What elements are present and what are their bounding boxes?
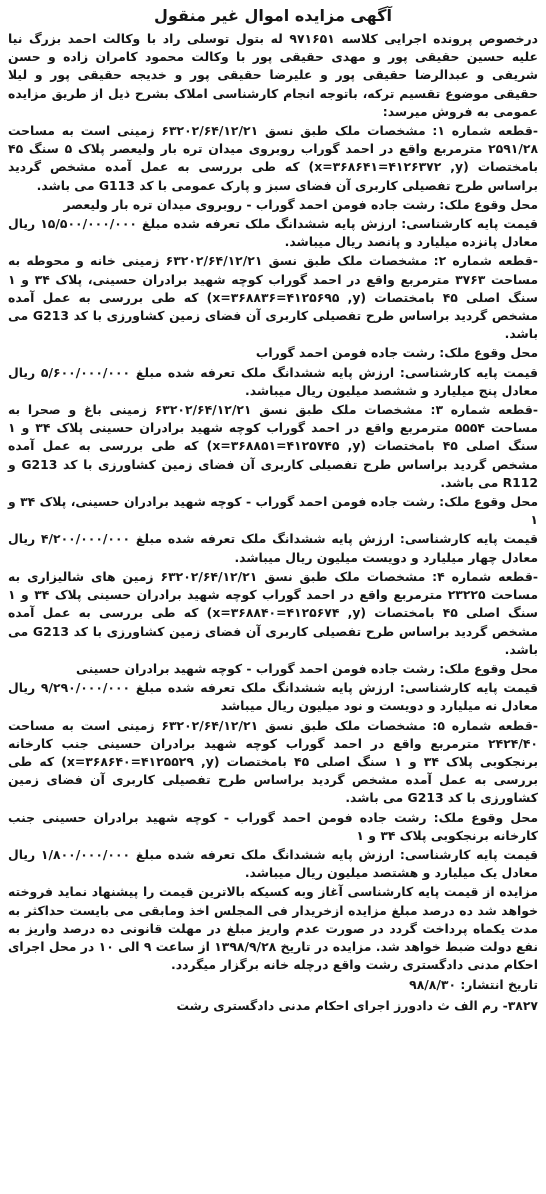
lot-location: محل وقوع ملک: رشت جاده فومن احمد گوراب - روبروی میدان تره بار ولیعصر [63, 196, 538, 212]
notice-title: آگهی مزایده اموال غیر منقول [154, 6, 392, 25]
lot-3 [8, 401, 538, 567]
lot-price: قیمت پایه کارشناسی: ارزش پایه ششدانگ ملک تعرفه شده مبلغ ۴/۲۰۰/۰۰۰/۰۰۰ ریال معادل چهار میلیارد و دویست میلیون ریال میباشد. [8, 531, 538, 565]
lot-spec: -قطعه شماره ۴: مشخصات ملک طبق نسق ۶۳۲۰۲/۶۴/۱۲/۲۱ زمین های شالیزاری به مساحت ۲۳۲۲۵ مترمربع واقع در احمد گوراب کوچه شهید برادران حسینی پلاک ۳۴ و ۱ سنگ اصلی ۴۵ بامختصات (x=۳۶۸۸۴۰=۴۱۲۵۶۷۴ ,y) که طی بررسی به عمل آمده مشخص گردید براساس طرح تفصیلی کاربری آن فضای زمین کشاورزی با کد G213 می باشد. [8, 568, 539, 657]
lot-5 [8, 717, 538, 883]
lot-spec: -قطعه شماره ۵: مشخصات ملک طبق نسق ۶۳۲۰۲/۶۴/۱۲/۲۱ زمینی است به مساحت ۲۴۲۴/۴۰ مترمربع واقع در احمد گوراب کوچه شهید برادران حسینی جنب کارخانه برنجکوبی پلاک ۳۴ و ۱ سنگ اصلی ۴۵ بامختصات (x=۳۶۸۶۴۰=۴۱۲۵۵۲۹ ,y) که طی بررسی به عمل آمده مشخص گردید براساس طرح تفصیلی کاربری آن فضای زمین کشاورزی با کد G213 می باشد. [8, 717, 539, 806]
lot-1 [8, 122, 538, 251]
lot-price: قیمت پایه کارشناسی: ارزش پایه ششدانگ ملک تعرفه شده مبلغ ۱/۸۰۰/۰۰۰/۰۰۰ ریال معادل یک میلیارد و هشتصد میلیون ریال میباشد. [8, 846, 538, 881]
publish-date: تاریخ انتشار: ۹۸/۸/۳۰ [409, 977, 538, 993]
notice-intro: درخصوص پرونده اجرایی کلاسه ۹۷۱۶۵۱ له بتول توسلی راد با وکالت احمد بزرگ نیا علیه حسین حقیقی پور و مهدی حقیقی پور با وکالت محمود کامران زاده و حسن شریفی و عبدالرضا حقیقی پور و علیرضا حقیقی پور و خدیجه حقیقی پور و لیلا حقیقی موضوع تقسیم ترکه، باتوجه انجام کارشناسی املاک بشرح ذیل از طریق مزایده عمومی به فروش میرسد: [8, 31, 538, 119]
lot-2 [8, 252, 538, 400]
lot-price: قیمت پایه کارشناسی: ارزش پایه ششدانگ ملک تعرفه شده مبلغ ۵/۶۰۰/۰۰۰/۰۰۰ ریال معادل پنج میلیارد و ششصد میلیون ریال میباشد. [8, 364, 538, 398]
lot-price: قیمت پایه کارشناسی: ارزش پایه ششدانگ ملک تعرفه شده مبلغ ۹/۲۹۰/۰۰۰/۰۰۰ ریال معادل نه میلیارد و دویست و نود میلیون ریال میباشد [8, 680, 538, 714]
signature-line: ۳۸۲۷- رم الف ث دادورز اجرای احکام مدنی دادگستری رشت [176, 997, 538, 1013]
auction-notice [8, 4, 538, 1016]
lot-location: محل وقوع ملک: رشت جاده فومن احمد گوراب - کوچه شهید برادران حسینی جنب کارخانه برنجکوبی پلاک ۳۴ و ۱ [8, 809, 538, 843]
lot-location: محل وقوع ملک: رشت جاده فومن احمد گوراب - کوچه شهید برادران حسینی [76, 660, 538, 676]
lot-location: محل وقوع ملک: رشت جاده فومن احمد گوراب [255, 345, 538, 361]
auction-conditions: مزایده از قیمت پایه کارشناسی آغاز وبه کسیکه بالاترین قیمت را پیشنهاد نماید فروخته خواهد شد ده درصد مبلغ مزایده ازخریدار فی المجلس اخذ ومابقی می بایست حداکثر به مدت یکماه پرداخت گردد در صورت عدم واریز مبلغ در مهلت قانونی ده درصد واریز به نفع دولت ضبط خواهد شد. مزایده در تاریخ ۱۳۹۸/۹/۲۸ از ساعت ۹ الی ۱۰ در محل اجرای احکام مدنی دادگستری رشت واقع درچله خانه برگزار میگردد. [8, 884, 538, 973]
lot-spec: -قطعه شماره ۳: مشخصات ملک طبق نسق ۶۳۲۰۲/۶۴/۱۲/۲۱ زمینی باغ و صحرا به مساحت ۵۵۵۴ مترمربع واقع در احمد گوراب کوچه شهید برادران حسینی پلاک ۳۴ و ۱ سنگ اصلی ۴۵ بامختصات (x=۳۶۸۸۵۱=۴۱۲۵۷۴۵ ,y) که طی بررسی به عمل آمده مشخص گردید براساس طرح تفصیلی کاربری آن فضای زمین کشاورزی با کد G213 و R112 می باشد. [8, 402, 539, 490]
lot-spec: -قطعه شماره ۱: مشخصات ملک طبق نسق ۶۳۲۰۲/۶۴/۱۲/۲۱ زمینی است به مساحت ۲۵۹۱/۲۸ مترمربع واقع در احمد گوراب روبروی میدان تره بار ولیعصر پلاک ۵ سنگ ۴۵ بامختصات (x=۳۶۸۶۴۱=۴۱۲۶۳۷۲ ,y) که طی بررسی به عمل آمده مشخص گردید براساس طرح تفصیلی کاربری آن فضای سبز و پارک عمومی با کد G113 می باشد. [8, 123, 539, 193]
lot-4 [8, 568, 538, 716]
lot-price: قیمت پایه کارشناسی: ارزش پایه ششدانگ ملک تعرفه شده مبلغ ۱۵/۵۰۰/۰۰۰/۰۰۰ ریال معادل پانزده میلیارد و پانصد ریال میباشد. [8, 216, 538, 250]
lot-spec: -قطعه شماره ۲: مشخصات ملک طبق نسق ۶۳۲۰۲/۶۴/۱۲/۲۱ زمینی خانه و محوطه به مساحت ۳۷۶۳ مترمربع واقع در احمد گوراب کوچه شهید برادران حسینی، پلاک ۳۴ و ۱ سنگ اصلی ۴۵ بامختصات (x=۳۶۸۸۳۶=۴۱۲۵۶۹۵ ,y) که طی بررسی به عمل آمده مشخص گردید براساس طرح تفصیلی کاربری آن فضای زمین کشاورزی با کد G213 می باشد. [8, 253, 539, 342]
lot-location: محل وقوع ملک: رشت جاده فومن احمد گوراب - کوچه شهید برادران حسینی، پلاک ۳۴ و ۱ [8, 494, 538, 528]
